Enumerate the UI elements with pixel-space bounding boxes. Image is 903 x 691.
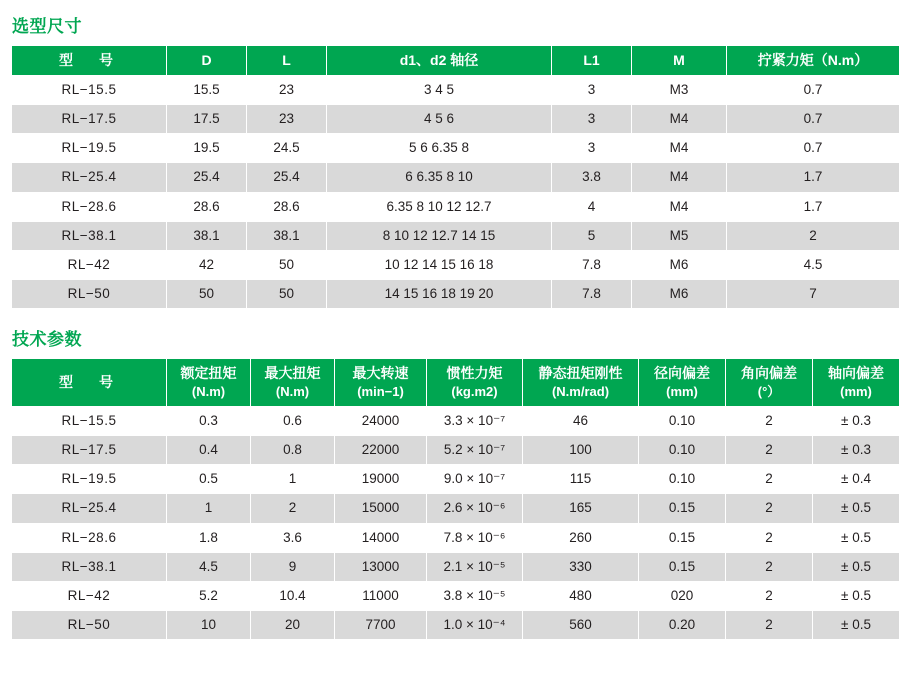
column-header-tightening-torque: 拧紧力矩（N.m） [727,46,900,76]
cell-tightening-torque: 7 [727,280,900,309]
table-row [12,552,900,581]
cell-d: 19.5 [167,134,247,163]
cell-tightening-torque: 0.7 [727,75,900,104]
cell-angular-deviation: 2 [726,523,813,552]
cell-inertia: 9.0 × 10⁻⁷ [427,465,523,494]
table-row [12,251,900,280]
cell-shaft-diameter: 3 4 5 [327,75,552,104]
cell-model: RL−17.5 [12,105,167,134]
cell-d: 42 [167,251,247,280]
cell-model: RL−38.1 [12,552,167,581]
section-title-dimensions: 选型尺寸 [12,17,82,36]
cell-m: M4 [632,134,727,163]
cell-rated-torque: 0.4 [167,436,251,465]
cell-model: RL−25.4 [12,494,167,523]
table-header-row [12,46,900,76]
cell-l1: 4 [552,192,632,221]
cell-max-speed: 13000 [335,552,427,581]
cell-max-torque: 3.6 [251,523,335,552]
cell-l1: 3 [552,105,632,134]
cell-axial-deviation: ± 0.5 [813,581,900,610]
cell-max-speed: 22000 [335,436,427,465]
cell-m: M6 [632,280,727,309]
column-header-max-torque: 最大扭矩 (N.m) [251,359,335,406]
cell-axial-deviation: ± 0.4 [813,465,900,494]
cell-shaft-diameter: 4 5 6 [327,105,552,134]
cell-l: 23 [247,105,327,134]
cell-m: M4 [632,192,727,221]
cell-angular-deviation: 2 [726,552,813,581]
section-title-technical-parameters: 技术参数 [12,330,82,350]
cell-max-speed: 19000 [335,465,427,494]
cell-m: M4 [632,163,727,192]
table-row [12,163,900,192]
cell-l1: 5 [552,221,632,250]
cell-rated-torque: 10 [167,611,251,640]
cell-model: RL−42 [12,581,167,610]
cell-l1: 3.8 [552,163,632,192]
cell-radial-deviation: 0.15 [639,523,726,552]
cell-angular-deviation: 2 [726,494,813,523]
cell-inertia: 3.8 × 10⁻⁵ [427,581,523,610]
cell-shaft-diameter: 5 6 6.35 8 [327,134,552,163]
cell-m: M3 [632,75,727,104]
cell-model: RL−15.5 [12,406,167,435]
cell-max-speed: 11000 [335,581,427,610]
cell-radial-deviation: 0.20 [639,611,726,640]
column-header-inertia: 惯性力矩 (kg.m2) [427,359,523,406]
cell-axial-deviation: ± 0.3 [813,406,900,435]
cell-m: M4 [632,105,727,134]
cell-radial-deviation: 020 [639,581,726,610]
table-row [12,406,900,435]
cell-max-torque: 9 [251,552,335,581]
column-header-angular-deviation: 角向偏差 (°） [726,359,813,406]
cell-tightening-torque: 1.7 [727,192,900,221]
cell-inertia: 2.6 × 10⁻⁶ [427,494,523,523]
column-header-rated-torque: 额定扭矩 (N.m) [167,359,251,406]
cell-l: 28.6 [247,192,327,221]
cell-static-torsional-stiffness: 480 [523,581,639,610]
cell-static-torsional-stiffness: 100 [523,436,639,465]
cell-static-torsional-stiffness: 560 [523,611,639,640]
table-row [12,611,900,640]
cell-shaft-diameter: 10 12 14 15 16 18 [327,251,552,280]
column-header-static-torsional-stiffness: 静态扭矩刚性 (N.m/rad) [523,359,639,406]
table-row [12,581,900,610]
cell-model: RL−19.5 [12,134,167,163]
column-header-l: L [247,46,327,76]
cell-l: 25.4 [247,163,327,192]
cell-shaft-diameter: 6.35 8 10 12 12.7 [327,192,552,221]
cell-inertia: 5.2 × 10⁻⁷ [427,436,523,465]
cell-m: M5 [632,221,727,250]
table-row [12,523,900,552]
cell-radial-deviation: 0.15 [639,494,726,523]
cell-model: RL−15.5 [12,75,167,104]
column-header-l1: L1 [552,46,632,76]
cell-static-torsional-stiffness: 165 [523,494,639,523]
table-row [12,436,900,465]
cell-l1: 7.8 [552,251,632,280]
cell-angular-deviation: 2 [726,436,813,465]
cell-tightening-torque: 2 [727,221,900,250]
table-row [12,105,900,134]
column-header-max-speed: 最大转速 (min−1) [335,359,427,406]
cell-tightening-torque: 4.5 [727,251,900,280]
cell-axial-deviation: ± 0.3 [813,436,900,465]
cell-model: RL−50 [12,611,167,640]
cell-tightening-torque: 0.7 [727,134,900,163]
cell-l1: 3 [552,134,632,163]
table-row [12,494,900,523]
cell-rated-torque: 1.8 [167,523,251,552]
table-row [12,192,900,221]
cell-max-torque: 20 [251,611,335,640]
cell-rated-torque: 0.5 [167,465,251,494]
cell-static-torsional-stiffness: 115 [523,465,639,494]
table-row [12,75,900,104]
cell-rated-torque: 4.5 [167,552,251,581]
cell-max-speed: 7700 [335,611,427,640]
cell-max-speed: 15000 [335,494,427,523]
cell-model: RL−25.4 [12,163,167,192]
cell-l: 23 [247,75,327,104]
cell-max-torque: 1 [251,465,335,494]
cell-axial-deviation: ± 0.5 [813,552,900,581]
column-header-d: D [167,46,247,76]
cell-d: 17.5 [167,105,247,134]
cell-l: 38.1 [247,221,327,250]
cell-axial-deviation: ± 0.5 [813,523,900,552]
cell-l: 24.5 [247,134,327,163]
column-header-shaft-diameter: d1、d2 轴径 [327,46,552,76]
cell-inertia: 3.3 × 10⁻⁷ [427,406,523,435]
cell-model: RL−28.6 [12,192,167,221]
cell-model: RL−19.5 [12,465,167,494]
cell-inertia: 7.8 × 10⁻⁶ [427,523,523,552]
cell-d: 15.5 [167,75,247,104]
cell-l1: 7.8 [552,280,632,309]
cell-tightening-torque: 0.7 [727,105,900,134]
cell-tightening-torque: 1.7 [727,163,900,192]
column-header-model: 型 号 [12,46,167,76]
cell-angular-deviation: 2 [726,611,813,640]
cell-l: 50 [247,280,327,309]
cell-m: M6 [632,251,727,280]
table-row [12,465,900,494]
cell-max-speed: 24000 [335,406,427,435]
cell-l: 50 [247,251,327,280]
cell-angular-deviation: 2 [726,406,813,435]
cell-rated-torque: 0.3 [167,406,251,435]
column-header-axial-deviation: 轴向偏差 (mm) [813,359,900,406]
cell-static-torsional-stiffness: 260 [523,523,639,552]
technical-parameters-table [11,358,900,640]
cell-model: RL−17.5 [12,436,167,465]
cell-max-torque: 0.8 [251,436,335,465]
cell-d: 50 [167,280,247,309]
cell-static-torsional-stiffness: 330 [523,552,639,581]
cell-shaft-diameter: 8 10 12 12.7 14 15 [327,221,552,250]
cell-rated-torque: 1 [167,494,251,523]
cell-l1: 3 [552,75,632,104]
cell-d: 25.4 [167,163,247,192]
cell-radial-deviation: 0.10 [639,406,726,435]
cell-angular-deviation: 2 [726,465,813,494]
cell-d: 38.1 [167,221,247,250]
cell-model: RL−38.1 [12,221,167,250]
column-header-model: 型 号 [12,359,167,406]
cell-radial-deviation: 0.10 [639,465,726,494]
dimensions-table [11,45,900,309]
cell-max-speed: 14000 [335,523,427,552]
cell-inertia: 1.0 × 10⁻⁴ [427,611,523,640]
cell-model: RL−50 [12,280,167,309]
cell-max-torque: 2 [251,494,335,523]
cell-radial-deviation: 0.15 [639,552,726,581]
cell-model: RL−28.6 [12,523,167,552]
cell-axial-deviation: ± 0.5 [813,494,900,523]
cell-max-torque: 10.4 [251,581,335,610]
table-row [12,221,900,250]
column-header-radial-deviation: 径向偏差 (mm) [639,359,726,406]
cell-model: RL−42 [12,251,167,280]
column-header-m: M [632,46,727,76]
cell-radial-deviation: 0.10 [639,436,726,465]
table-row [12,280,900,309]
cell-angular-deviation: 2 [726,581,813,610]
cell-shaft-diameter: 6 6.35 8 10 [327,163,552,192]
table-row [12,134,900,163]
cell-shaft-diameter: 14 15 16 18 19 20 [327,280,552,309]
cell-d: 28.6 [167,192,247,221]
cell-static-torsional-stiffness: 46 [523,406,639,435]
cell-max-torque: 0.6 [251,406,335,435]
cell-axial-deviation: ± 0.5 [813,611,900,640]
cell-inertia: 2.1 × 10⁻⁵ [427,552,523,581]
table-header-row [12,359,900,406]
cell-rated-torque: 5.2 [167,581,251,610]
